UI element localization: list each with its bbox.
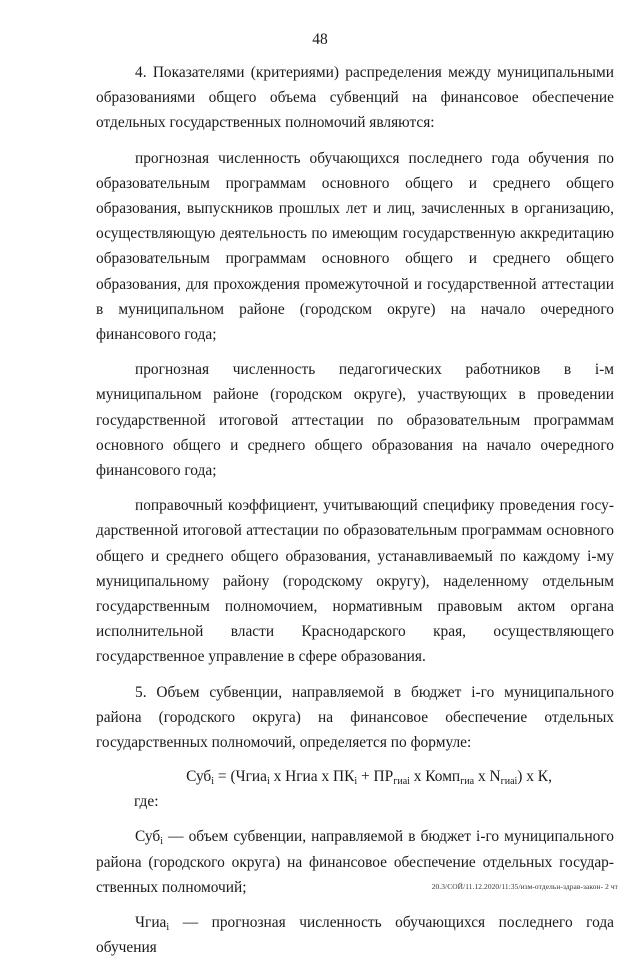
subvention-formula: Суб$_i$ = (Чгиа$_i$ х Нгиа х $ПК_i + ПР_{гиаi}$ х Комп$_{гиа}$ х $N_{гиаi}$) х К, (186, 768, 552, 788)
where-label: где: (134, 793, 159, 811)
paragraph-students-count: прогнозная численность обучающихся последнего года обучения по образовательным программам основного общего и среднего общего образования, выпускников прошлых лет и лиц, зачисленных в организацию, осуществляющую деятельность по имеющим государственную аккредитацию образовательным программам основного общего и среднего общего образования, для прохождения промежуточной и государственной аттестации в муниципальном районе (городском округе) на начало очередного финансового года; (96, 149, 614, 344)
definition-sub: Суб$_i$ — объем субвенции, направляемой в бюджет i-го муниципального района (городского округа) на финансовое обеспечение отдельных государственных полномочий; (96, 828, 614, 896)
paragraph-teachers-count: прогнозная численность педагогических работников в i-м муниципальном районе (городском округе), участвующих в проведении государственной итоговой аттестации по образовательным программам основного общего и среднего общего образования на начало очередного финансового года; (96, 361, 614, 480)
definition-chgia: Чгиа$_i$ — прогнозная численность обучающихся последнего года обучения (96, 914, 614, 957)
document-body (96, 60, 614, 961)
paragraph-4-criteria: 4. Показателями (критериями) распределения между муниципальными образованиями общего объема субвенций на финансовое обеспечение отдельных государственных полномочий являются: (96, 64, 614, 132)
paragraph-5-subvention-volume: 5. Объем субвенции, направляемой в бюджет i-го муниципального района (городского округа) на финансовое обеспечение отдельных государственных полномочий, определяется по формуле: (96, 683, 614, 752)
page-number: 48 (312, 31, 328, 48)
footer-document-code: 20.3/СОЙ/11.12.2020/11:35/изм-отдельн-здрав-закон- 2 чт (431, 882, 618, 891)
paragraph-correction-coefficient: поправочный коэффициент, учитывающий специфику проведения государственной итоговой аттестации по образовательным программам основного общего и среднего общего образования, устанавливаемый по каждому i-му муниципальному району (городскому округу), наделенному отдельным государственным полномочием, нормативным правовым актом органа исполнительной власти Краснодарского края, осуществляющего государственное управление в сфере образования. (96, 497, 614, 666)
